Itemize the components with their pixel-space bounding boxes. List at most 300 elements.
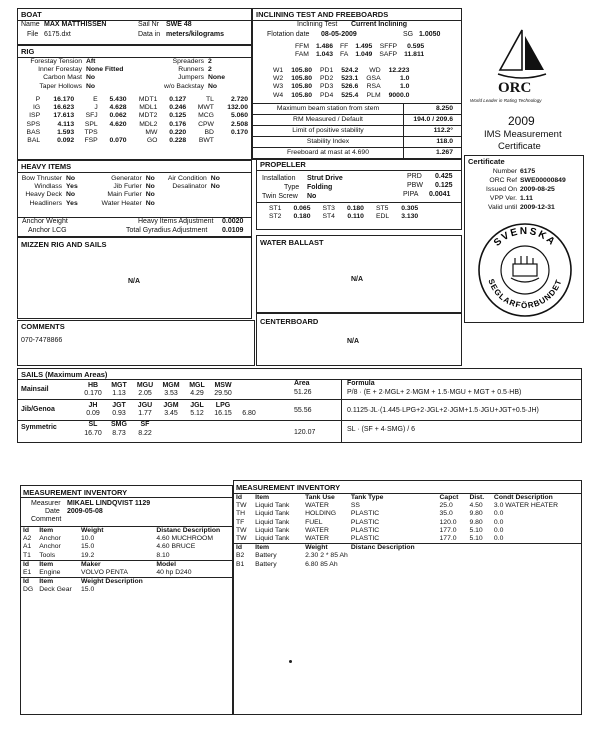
rig-dimension-row [18,104,250,112]
heavy-item-value: Yes [66,199,78,207]
stability-label: Stability Index [253,137,404,147]
weight-value: 1.0 [399,75,410,83]
stability-row [253,137,461,148]
rig-dim-label: ISP [29,112,41,120]
rig-dim-value: 0.220 [169,128,187,136]
installation-label: Installation [262,175,296,182]
inventory-row [21,569,232,578]
certificate-row [475,194,566,203]
weight-label: RSA [366,83,381,91]
rig-option-value: No [208,82,218,90]
sail-dim-label: MGU [136,382,154,389]
column-header: Dist. [469,494,485,501]
rig-dim-label: GO [146,137,158,145]
jib-area: 55.56 [294,407,312,414]
scan-speck [289,660,292,663]
heavy-item-value [209,191,222,199]
freeboard-row [293,43,429,51]
heavy-item-value: No [210,183,220,191]
pbw-value: 0.125 [435,182,453,189]
certificate-label: Number [492,168,517,175]
mizzen-section [17,237,252,319]
battery-row [234,561,581,569]
rig-option-value: 2 [208,58,212,65]
weight-value: 105.80 [291,67,312,74]
weight-value: 524.2 [341,67,359,74]
symmetric-formula: SL · (SF + 4·SMG) / 6 [347,426,416,433]
tank-cell: Liquid Tank [255,502,290,510]
sail-dim-value: 16.15 [214,410,232,417]
inventory-cell: 10.0 [81,535,95,543]
inventory-cell: Deck Gear [39,586,72,594]
weight-value: 525.4 [341,91,359,99]
rig-dim-value: 0.125 [169,112,187,120]
tank-row [234,510,581,518]
strut-row [267,205,428,213]
installation: Strut Drive [307,175,343,182]
tank-cell: Liquid Tank [255,535,290,543]
column-header: Id [23,527,30,534]
svg-text:SVENSKA: SVENSKA [491,225,559,249]
inclining-header: INCLINING TEST AND FREEBOARDS [253,9,461,21]
inventory-cell: A2 [23,535,32,543]
weight-label: PD2 [320,75,334,83]
tank-row [234,535,581,544]
measurement-inventory-right [233,480,582,715]
prd-label: PRD [407,173,422,180]
freeboard-label: FA [340,51,349,59]
rig-option-row [18,58,227,66]
strut-table [267,205,428,221]
heavy-item-label: Headliners [29,199,62,207]
heavy-items-section [17,160,252,237]
column-header: Id [236,544,243,552]
weight-label: PD4 [320,91,334,99]
tank-cell: 3.0 WATER HEATER [493,502,558,510]
comments-text: 070-7478866 [21,337,63,344]
strut-label: ST3 [322,205,335,212]
inventory-cell: Engine [39,569,61,577]
meas-date-label: Date [45,508,60,515]
sail-dim-value: 2.05 [138,390,152,397]
tank-cell: WATER [305,502,329,510]
sail-dim-label: SMG [111,421,127,428]
centerboard-na: N/A [347,338,360,345]
column-header: Id [23,578,30,586]
centerboard-header: CENTERBOARD [260,317,319,326]
rig-dim-value: 0.246 [169,104,187,112]
hia-value: 0.0020 [222,218,244,225]
rig-dim-value: 0.176 [169,120,187,128]
meas-right-header: MEASUREMENT INVENTORY [236,483,341,492]
stability-value: 1.267 [435,149,453,156]
water-ballast-header: WATER BALLAST [260,238,324,247]
heavy-item-row [18,175,222,183]
certificate-value: SWE00000849 [520,177,566,184]
weight-row [271,67,415,75]
sailnr: SWE 48 [166,21,192,28]
sail-dim-value: 0.93 [112,410,126,417]
tank-cell: 9.80 [469,510,483,518]
sail-dim-value: 4.29 [190,390,204,397]
strut-value: 0.305 [401,205,419,212]
rig-option-label: Spreaders [172,58,204,65]
stability-value: 194.0 / 209.6 [413,116,453,123]
rig-section [17,45,252,160]
tga-label: Total Gyradius Adjustment [126,227,208,234]
inventory-cell: 4.60 MUCHROOM [156,535,213,543]
inclining-test-label: Inclining Test [297,21,338,28]
stability-label: Maximum beam station from stem [253,104,404,114]
rig-dim-label: MDT2 [138,112,158,120]
cert-title-2: Certificate [498,141,541,152]
freeboard-label: FFM [295,43,309,50]
sail-dim-label: JGU [137,402,153,409]
rig-dim-value: 2.720 [230,96,248,103]
sail-dim-label: JGM [163,402,179,409]
sail-dim-label: JH [88,402,98,409]
rig-dim-label: FSP [84,137,98,145]
tank-cell: Liquid Tank [255,518,290,526]
stability-label: Freeboard at mast at 4.690 [253,148,404,158]
heavy-item-value: No [210,175,220,182]
header-row [21,578,232,587]
strut-value: 0.110 [347,213,364,221]
column-header: Item [39,560,54,568]
battery-cell: B1 [236,560,245,568]
inclining-test: Current Inclining [351,21,407,28]
heavy-item-label: Heavy Deck [25,191,62,199]
freeboard-label: FF [340,43,349,50]
heavy-items-header: HEAVY ITEMS [18,161,251,173]
sail-dim-label: MGT [111,382,127,389]
tank-cell: 5.10 [469,535,483,543]
rig-dim-value: 0.092 [57,137,75,145]
rig-dim-value: 4.628 [109,104,127,112]
symmetric-area: 120.07 [294,429,316,436]
sail-dim-value: 3.45 [164,410,178,417]
certificate-value: 2009-12-31 [520,204,555,211]
rig-dim-value: 16.170 [53,96,75,103]
rig-option-value: None Fitted [86,66,124,74]
rig-option-label: Carbon Mast [43,74,82,82]
pipa-value: 0.0041 [429,191,451,198]
boat-section [17,8,252,45]
inventory-cell: Tools [39,551,56,559]
column-header: Item [39,578,54,586]
centerboard-section [256,313,462,366]
heavy-item-label: Main Furler [107,191,142,199]
freeboard-value: 1.049 [355,51,373,59]
inventory-cell: DG [23,586,34,594]
tank-cell: 177.0 [439,526,457,534]
heavy-item-label: Air Condition [167,175,207,182]
tank-cell: WATER [305,526,329,534]
header-row [21,560,232,569]
column-header: Distanc Description [350,544,415,552]
inventory-row [21,543,232,551]
rig-dim-label: BD [204,128,214,136]
jib-headers [80,402,236,409]
twin-screw-label: Twin Screw [262,193,298,200]
rig-option-label: Runners [178,66,204,74]
sail-dim-value: 0.170 [84,390,102,397]
inventory-cell: 8.10 [156,551,170,559]
symmetric-headers [80,421,158,428]
column-header: Capct [439,494,459,501]
jib-label: Jib/Genoa [21,406,55,413]
rig-option-row [18,74,227,82]
rig-dim-value [216,137,250,145]
tank-cell: 4.50 [469,502,483,510]
inventory-cell: 19.2 [81,551,95,559]
data-label: Data in [138,31,161,38]
sail-dim-label: LPG [215,402,231,409]
inventory-cell: Anchor [39,535,61,543]
weight-value: 526.6 [341,83,359,91]
tank-cell: PLASTIC [350,510,380,518]
battery-cell: 6.80 85 Ah [305,560,338,568]
freeboard-label: SFFP [379,43,398,50]
weight-value: 12.223 [388,67,410,74]
tank-cell: 25.0 [439,502,453,510]
sailnr-label: Sail Nr [138,21,160,28]
rig-dim-label: SFJ [85,112,98,120]
sail-dim-value: 0.09 [86,410,100,417]
tank-cell: SS [350,502,360,510]
water-ballast-na: N/A [351,276,364,283]
heavy-item-value: No [145,175,155,182]
weight-label: PLM [366,91,381,99]
stability-value: 118.0 [436,138,453,145]
sail-dim-label: MGL [189,382,205,389]
sails-header: SAILS (Maximum Areas) [21,370,108,379]
symmetric-values [80,430,158,437]
rig-dim-label: MDL1 [139,104,158,112]
tank-cell: 0.0 [493,526,504,534]
inventory-cell: 15.0 [81,586,95,594]
rig-dim-value: 0.062 [109,112,127,120]
inventory-row [21,535,232,543]
certificate-label: Issued On [486,186,517,193]
freeboard-value: 0.595 [407,43,425,50]
header-row [21,527,232,536]
tank-cell: TW [236,502,247,510]
rig-dim-label: MW [145,128,158,136]
certificate-value: 2009-08-25 [520,186,555,193]
rig-dimension-row [18,96,250,104]
boat-name: MAX MATTHISSEN [44,21,107,28]
area-label: Area [294,380,310,387]
header-row [234,544,581,553]
certificate-rows [475,167,566,212]
heavy-item-label: Generator [111,175,142,182]
sail-dim-label: SL [88,421,98,428]
tank-cell: Liquid Tank [255,526,290,534]
rig-option-row [18,66,227,74]
sail-dim-label: JGT [112,402,126,409]
heavy-item-value: No [66,191,76,199]
pipa-label: PIPA [403,191,419,198]
tank-cell: HOLDING [305,510,337,518]
tank-row [234,519,581,527]
inventory-cell: 4.60 BRUCE [156,543,196,551]
rig-dim-label: MDL2 [139,120,158,128]
boat-header: BOAT [18,9,251,21]
column-header: Tank Use [305,494,335,501]
data-units: meters/kilograms [166,31,224,38]
weight-value: 9000.0 [388,91,410,99]
propeller-header: PROPELLER [257,159,461,171]
freeboard-value: 1.043 [315,51,333,59]
weight-row [271,83,415,91]
weight-label: W4 [273,91,284,99]
rig-dim-value: 4.620 [109,120,127,128]
file-value: 6175.dxt [44,31,71,38]
freeboard-value: 11.811 [404,51,425,59]
sail-dim-value: 1.77 [138,410,152,417]
rig-dim-value: 17.613 [53,112,75,120]
column-header: Model [156,560,176,568]
tga-value: 0.0109 [222,227,244,234]
certificate-row [475,167,566,176]
tank-cell: Liquid Tank [255,510,290,518]
tank-cell: 5.10 [469,526,483,534]
column-header: Id [236,494,243,501]
rig-dim-value: 1.593 [57,128,75,136]
mizzen-na: N/A [128,278,141,285]
freeboard-table [293,43,429,59]
meas-right-table [234,493,581,569]
stability-label: RM Measured / Default [253,115,404,125]
heavy-item-value: Yes [66,183,78,191]
rig-option-value: No [86,74,96,82]
weight-label: W2 [273,75,284,83]
header-row [234,494,581,503]
inventory-row [21,586,232,594]
weight-row [271,92,415,100]
rig-option-label: Forestay Tension [30,58,82,65]
rig-dim-value: 0.127 [169,96,187,103]
column-header: Weight Description [81,578,143,586]
rig-dim-label: CPW [198,120,214,128]
sg-value: 1.0050 [419,31,441,38]
sails-section [17,368,582,443]
orc-logo-area [462,8,582,153]
tank-cell: 0.0 [493,535,504,543]
strut-label: ST2 [269,213,282,221]
inventory-cell: 40 hp D240 [156,569,192,577]
column-header: Distanc Description [156,527,221,534]
freeboard-value: 1.495 [355,43,373,50]
mainsail-label: Mainsail [21,386,49,393]
flotation-date: 08-05-2009 [321,31,357,38]
stability-row [253,115,461,126]
rig-dim-value: 4.113 [57,120,75,128]
rig-options-table [18,58,227,91]
strut-value: 0.180 [346,205,364,212]
battery-cell: B2 [236,552,245,560]
stability-row [253,126,461,137]
strut-label: EDL [375,213,390,221]
tank-cell: 0.0 [493,518,504,526]
battery-row [234,552,581,560]
inventory-cell: A1 [23,543,32,551]
weight-value: 105.80 [291,75,312,83]
svenska-seglarforbundet-seal [477,222,573,318]
rig-dim-label: P [35,96,41,103]
measurer-label: Measurer [31,500,61,507]
heavy-item-label: Water Heater [101,199,142,207]
mainsail-headers [80,382,236,389]
anchor-weight-label: Anchor Weight [22,218,68,225]
freeboard-label: SAFP [379,51,398,59]
sg-label: SG [403,31,414,38]
meas-left-table [21,526,232,595]
sail-dim-label: MSW [214,382,232,389]
certificate-row [475,176,566,185]
tank-cell: 120.0 [439,518,457,526]
certificate-header: Certificate [468,157,505,166]
jib-values [80,410,262,417]
column-header: Id [23,560,30,568]
strut-value: 3.130 [401,213,419,221]
weight-value: 523.1 [341,75,359,83]
freeboard-row [293,51,429,59]
heavy-item-label [157,191,209,199]
weight-value: 105.80 [291,91,312,99]
column-header: Item [255,494,270,501]
cert-title-1: IMS Measurement [484,129,562,140]
tank-cell: TW [236,535,247,543]
freeboard-label: FAM [295,51,309,59]
heavy-item-label: Windlass [34,183,62,191]
heavy-item-label: Desalinator [172,183,207,191]
strut-label: ST1 [269,205,282,212]
column-header: Maker [81,560,101,568]
rig-dim-value: 0.170 [230,128,248,136]
sail-dim-label: SF [140,421,150,428]
rig-dim-value: 0.228 [169,137,187,145]
tank-cell: 9.80 [469,518,483,526]
certificate-value: 6175 [520,168,536,175]
battery-cell: Battery [255,560,277,568]
column-header: Weight [81,527,104,534]
strut-label: ST4 [322,213,335,221]
certificate-label: Valid until [488,204,517,211]
sail-dim-value: 29.50 [214,390,232,397]
comment-label: Comment [31,516,62,523]
rig-dim-label: J [94,104,98,112]
twin-screw: No [307,193,317,200]
freeboard-value: 1.486 [315,43,333,50]
tank-row [234,527,581,535]
rig-dimension-row [18,112,250,120]
battery-cell: Battery [255,552,277,560]
rig-option-label: Inner Forestay [38,66,82,74]
measurement-inventory-left [20,485,233,715]
rig-dim-value: 16.623 [53,104,75,112]
rig-dimension-row [18,137,250,145]
heavy-item-value: No [145,199,155,207]
rig-dim-label: MWT [197,104,214,112]
orc-logo-icon [492,26,552,84]
heavy-item-row [18,191,222,199]
tank-cell: PLASTIC [350,518,380,526]
heavy-items-table [18,175,222,208]
sail-dim-value: 8.73 [112,430,126,437]
tank-cell: 177.0 [439,535,457,543]
